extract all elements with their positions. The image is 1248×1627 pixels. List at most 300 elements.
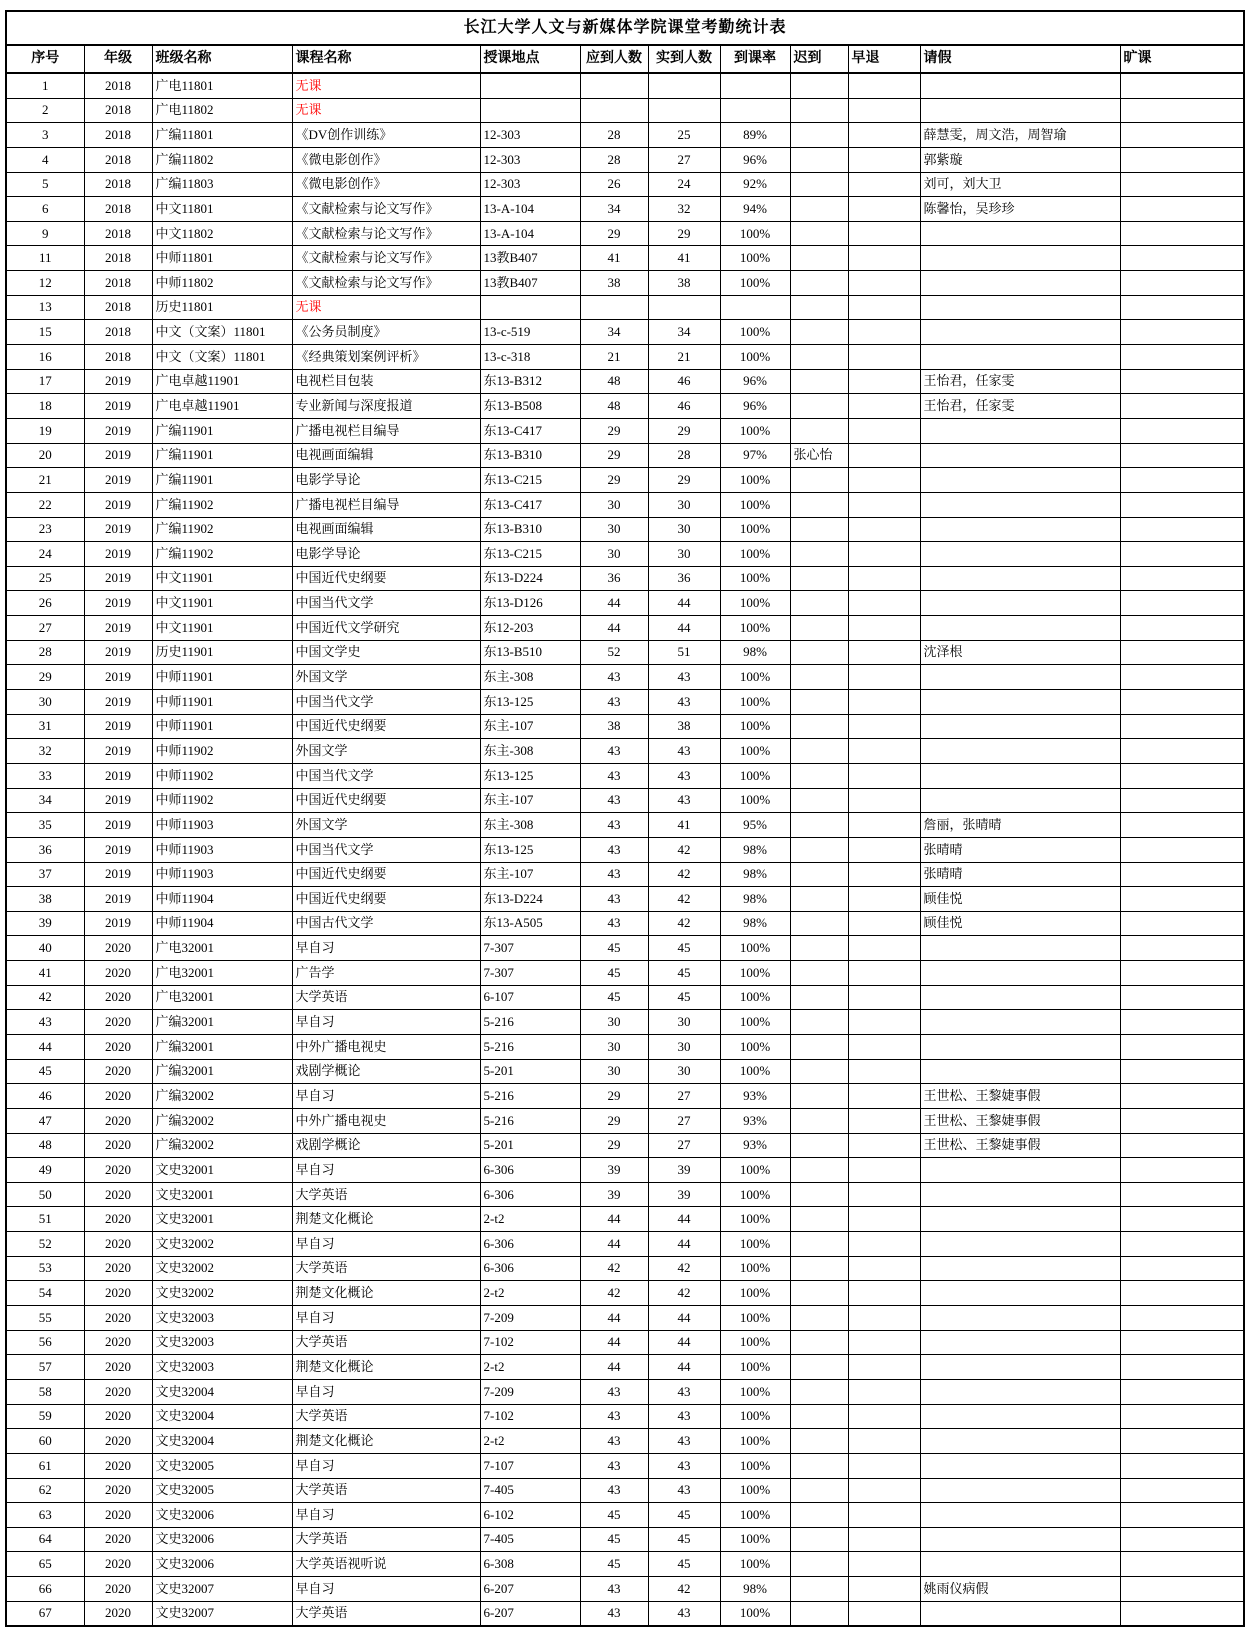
cell-col-expected-count: 43	[580, 862, 648, 887]
cell-col-early-leave	[848, 147, 920, 172]
cell-col-early-leave	[848, 985, 920, 1010]
cell-col-early-leave	[848, 73, 920, 98]
cell-col-course-name: 中国近代史纲要	[292, 887, 480, 912]
cell-col-expected-count: 38	[580, 271, 648, 296]
cell-col-grade: 2018	[84, 246, 152, 271]
table-row	[6, 246, 1244, 271]
cell-col-seq: 54	[6, 1281, 84, 1306]
cell-col-seq: 67	[6, 1601, 84, 1626]
column-header-col-early-leave: 早退	[848, 45, 920, 73]
cell-col-attendance-rate: 100%	[720, 246, 790, 271]
cell-col-attendance-rate: 93%	[720, 1108, 790, 1133]
cell-col-grade: 2020	[84, 1478, 152, 1503]
cell-col-absent	[1120, 418, 1244, 443]
cell-col-expected-count: 30	[580, 542, 648, 567]
cell-col-early-leave	[848, 788, 920, 813]
cell-col-course-name: 中国近代文学研究	[292, 616, 480, 641]
cell-col-attendance-rate: 93%	[720, 1084, 790, 1109]
page-title: 长江大学人文与新媒体学院课堂考勤统计表	[6, 11, 1244, 45]
cell-col-early-leave	[848, 1108, 920, 1133]
cell-col-expected-count: 43	[580, 1478, 648, 1503]
cell-col-late	[790, 542, 848, 567]
cell-col-class-name: 文史32003	[152, 1306, 292, 1331]
cell-col-grade: 2019	[84, 813, 152, 838]
cell-col-class-name: 广编32002	[152, 1133, 292, 1158]
cell-col-grade: 2020	[84, 1453, 152, 1478]
cell-col-class-name: 中师11902	[152, 788, 292, 813]
column-header-col-course-name: 课程名称	[292, 45, 480, 73]
cell-col-late	[790, 1453, 848, 1478]
cell-col-absent	[1120, 813, 1244, 838]
cell-col-late	[790, 985, 848, 1010]
cell-col-grade: 2020	[84, 1133, 152, 1158]
cell-col-absent	[1120, 1577, 1244, 1602]
cell-col-leave: 王世松、王黎婕事假	[920, 1084, 1120, 1109]
cell-col-course-name: 中国当代文学	[292, 591, 480, 616]
table-row	[6, 73, 1244, 98]
cell-col-course-name: 广播电视栏目编导	[292, 418, 480, 443]
cell-col-grade: 2018	[84, 221, 152, 246]
cell-col-expected-count: 44	[580, 1232, 648, 1257]
cell-col-absent	[1120, 665, 1244, 690]
cell-col-class-name: 中文11901	[152, 566, 292, 591]
cell-col-late	[790, 640, 848, 665]
cell-col-course-name: 大学英语	[292, 1404, 480, 1429]
cell-col-early-leave	[848, 517, 920, 542]
table-row	[6, 1379, 1244, 1404]
cell-col-early-leave	[848, 566, 920, 591]
cell-col-location: 6-308	[480, 1552, 580, 1577]
cell-col-absent	[1120, 147, 1244, 172]
table-row	[6, 887, 1244, 912]
cell-col-actual-count	[648, 98, 720, 123]
cell-col-course-name: 早自习	[292, 1010, 480, 1035]
cell-col-course-name: 荆楚文化概论	[292, 1355, 480, 1380]
cell-col-absent	[1120, 961, 1244, 986]
cell-col-late	[790, 1232, 848, 1257]
cell-col-leave	[920, 517, 1120, 542]
cell-col-grade: 2020	[84, 985, 152, 1010]
cell-col-actual-count: 43	[648, 763, 720, 788]
cell-col-leave: 郭紫璇	[920, 147, 1120, 172]
cell-col-leave	[920, 1330, 1120, 1355]
cell-col-late	[790, 690, 848, 715]
cell-col-class-name: 广电卓越11901	[152, 394, 292, 419]
cell-col-location: 7-307	[480, 961, 580, 986]
cell-col-expected-count: 44	[580, 1306, 648, 1331]
cell-col-leave	[920, 542, 1120, 567]
cell-col-attendance-rate: 100%	[720, 665, 790, 690]
cell-col-course-name: 《文献检索与论文写作》	[292, 246, 480, 271]
cell-col-leave	[920, 714, 1120, 739]
cell-col-location: 东13-C417	[480, 418, 580, 443]
cell-col-course-name: 广播电视栏目编导	[292, 492, 480, 517]
cell-col-class-name: 中文11802	[152, 221, 292, 246]
cell-col-grade: 2020	[84, 1010, 152, 1035]
cell-col-attendance-rate: 100%	[720, 1379, 790, 1404]
cell-col-seq: 40	[6, 936, 84, 961]
cell-col-late	[790, 862, 848, 887]
cell-col-seq: 43	[6, 1010, 84, 1035]
cell-col-seq: 34	[6, 788, 84, 813]
cell-col-seq: 9	[6, 221, 84, 246]
cell-col-course-name: 戏剧学概论	[292, 1059, 480, 1084]
cell-col-leave	[920, 1453, 1120, 1478]
cell-col-seq: 28	[6, 640, 84, 665]
cell-col-location	[480, 73, 580, 98]
table-row	[6, 1158, 1244, 1183]
cell-col-late	[790, 221, 848, 246]
table-row	[6, 147, 1244, 172]
cell-col-location: 东13-D224	[480, 887, 580, 912]
cell-col-grade: 2020	[84, 1306, 152, 1331]
cell-col-location: 7-405	[480, 1478, 580, 1503]
cell-col-absent	[1120, 640, 1244, 665]
cell-col-leave	[920, 788, 1120, 813]
cell-col-seq: 17	[6, 369, 84, 394]
cell-col-expected-count: 39	[580, 1182, 648, 1207]
cell-col-grade: 2020	[84, 1256, 152, 1281]
cell-col-location: 东13-B310	[480, 443, 580, 468]
cell-col-early-leave	[848, 862, 920, 887]
cell-col-attendance-rate: 100%	[720, 1306, 790, 1331]
cell-col-seq: 52	[6, 1232, 84, 1257]
cell-col-seq: 50	[6, 1182, 84, 1207]
cell-col-late	[790, 1306, 848, 1331]
cell-col-leave	[920, 468, 1120, 493]
cell-col-actual-count: 38	[648, 714, 720, 739]
table-row	[6, 1034, 1244, 1059]
table-row	[6, 1059, 1244, 1084]
cell-col-expected-count: 45	[580, 1552, 648, 1577]
cell-col-early-leave	[848, 665, 920, 690]
cell-col-location: 东主-308	[480, 739, 580, 764]
table-row	[6, 123, 1244, 148]
cell-col-early-leave	[848, 887, 920, 912]
cell-col-location: 6-306	[480, 1158, 580, 1183]
cell-col-grade: 2019	[84, 369, 152, 394]
cell-col-class-name: 广编32002	[152, 1084, 292, 1109]
cell-col-early-leave	[848, 197, 920, 222]
cell-col-absent	[1120, 197, 1244, 222]
cell-col-seq: 18	[6, 394, 84, 419]
cell-col-class-name: 文史32001	[152, 1207, 292, 1232]
table-row	[6, 690, 1244, 715]
cell-col-late	[790, 1108, 848, 1133]
cell-col-absent	[1120, 616, 1244, 641]
cell-col-course-name: 大学英语	[292, 1478, 480, 1503]
cell-col-seq: 39	[6, 911, 84, 936]
cell-col-location: 6-102	[480, 1503, 580, 1528]
cell-col-expected-count: 48	[580, 394, 648, 419]
cell-col-early-leave	[848, 1133, 920, 1158]
cell-col-expected-count: 43	[580, 1429, 648, 1454]
cell-col-grade: 2018	[84, 98, 152, 123]
cell-col-early-leave	[848, 1453, 920, 1478]
cell-col-actual-count: 45	[648, 985, 720, 1010]
cell-col-class-name: 广编11803	[152, 172, 292, 197]
cell-col-attendance-rate: 100%	[720, 1478, 790, 1503]
cell-col-course-name: 专业新闻与深度报道	[292, 394, 480, 419]
cell-col-late	[790, 197, 848, 222]
cell-col-location: 6-107	[480, 985, 580, 1010]
cell-col-actual-count: 30	[648, 517, 720, 542]
table-row	[6, 714, 1244, 739]
cell-col-location: 东13-B312	[480, 369, 580, 394]
cell-col-actual-count: 42	[648, 1281, 720, 1306]
cell-col-course-name: 大学英语	[292, 985, 480, 1010]
cell-col-late	[790, 788, 848, 813]
cell-col-actual-count: 30	[648, 492, 720, 517]
table-row	[6, 492, 1244, 517]
cell-col-grade: 2020	[84, 1601, 152, 1626]
cell-col-attendance-rate: 98%	[720, 1577, 790, 1602]
cell-col-attendance-rate: 97%	[720, 443, 790, 468]
cell-col-early-leave	[848, 763, 920, 788]
cell-col-early-leave	[848, 1355, 920, 1380]
cell-col-absent	[1120, 221, 1244, 246]
table-row	[6, 1527, 1244, 1552]
cell-col-leave	[920, 443, 1120, 468]
cell-col-location: 12-303	[480, 172, 580, 197]
cell-col-grade: 2019	[84, 665, 152, 690]
cell-col-absent	[1120, 1256, 1244, 1281]
cell-col-attendance-rate	[720, 98, 790, 123]
cell-col-actual-count: 29	[648, 418, 720, 443]
cell-col-expected-count	[580, 295, 648, 320]
cell-col-absent	[1120, 542, 1244, 567]
cell-col-expected-count: 41	[580, 246, 648, 271]
cell-col-expected-count: 43	[580, 690, 648, 715]
cell-col-course-name: 《公务员制度》	[292, 320, 480, 345]
cell-col-late	[790, 1182, 848, 1207]
cell-col-class-name: 广电卓越11901	[152, 369, 292, 394]
table-row	[6, 1503, 1244, 1528]
cell-col-actual-count: 46	[648, 394, 720, 419]
cell-col-course-name: 中国近代史纲要	[292, 714, 480, 739]
cell-col-late	[790, 1256, 848, 1281]
cell-col-attendance-rate: 93%	[720, 1133, 790, 1158]
cell-col-expected-count: 45	[580, 1503, 648, 1528]
cell-col-attendance-rate: 100%	[720, 1207, 790, 1232]
cell-col-early-leave	[848, 1182, 920, 1207]
table-row	[6, 961, 1244, 986]
cell-col-leave	[920, 1404, 1120, 1429]
cell-col-course-name: 电视栏目包装	[292, 369, 480, 394]
cell-col-late	[790, 394, 848, 419]
cell-col-actual-count: 44	[648, 1232, 720, 1257]
cell-col-expected-count: 43	[580, 1404, 648, 1429]
cell-col-actual-count: 42	[648, 1256, 720, 1281]
cell-col-class-name: 文史32001	[152, 1182, 292, 1207]
cell-col-course-name: 早自习	[292, 1379, 480, 1404]
cell-col-leave	[920, 73, 1120, 98]
cell-col-course-name: 中国当代文学	[292, 690, 480, 715]
cell-col-location: 7-209	[480, 1306, 580, 1331]
cell-col-class-name: 文史32003	[152, 1355, 292, 1380]
cell-col-leave	[920, 1034, 1120, 1059]
cell-col-location: 东13-D126	[480, 591, 580, 616]
cell-col-late	[790, 813, 848, 838]
cell-col-absent	[1120, 862, 1244, 887]
table-row	[6, 1133, 1244, 1158]
cell-col-attendance-rate: 100%	[720, 616, 790, 641]
cell-col-grade: 2019	[84, 616, 152, 641]
cell-col-early-leave	[848, 1503, 920, 1528]
table-row	[6, 369, 1244, 394]
cell-col-expected-count: 26	[580, 172, 648, 197]
cell-col-seq: 61	[6, 1453, 84, 1478]
cell-col-expected-count: 30	[580, 1010, 648, 1035]
cell-col-location: 7-209	[480, 1379, 580, 1404]
table-row	[6, 665, 1244, 690]
cell-col-late	[790, 1429, 848, 1454]
cell-col-early-leave	[848, 1158, 920, 1183]
table-row	[6, 394, 1244, 419]
cell-col-late	[790, 1379, 848, 1404]
cell-col-course-name: 早自习	[292, 936, 480, 961]
cell-col-location: 5-201	[480, 1059, 580, 1084]
cell-col-course-name: 荆楚文化概论	[292, 1281, 480, 1306]
cell-col-course-name: 《DV创作训练》	[292, 123, 480, 148]
cell-col-seq: 58	[6, 1379, 84, 1404]
cell-col-course-name: 中国古代文学	[292, 911, 480, 936]
cell-col-expected-count: 30	[580, 492, 648, 517]
table-row	[6, 517, 1244, 542]
cell-col-class-name: 中师11904	[152, 887, 292, 912]
cell-col-seq: 20	[6, 443, 84, 468]
table-row	[6, 271, 1244, 296]
cell-col-late	[790, 1158, 848, 1183]
cell-col-grade: 2020	[84, 1207, 152, 1232]
table-row	[6, 1207, 1244, 1232]
cell-col-expected-count: 34	[580, 197, 648, 222]
cell-col-leave: 沈泽根	[920, 640, 1120, 665]
cell-col-seq: 4	[6, 147, 84, 172]
cell-col-course-name: 早自习	[292, 1084, 480, 1109]
cell-col-course-name: 中国近代史纲要	[292, 862, 480, 887]
cell-col-grade: 2020	[84, 1503, 152, 1528]
cell-col-attendance-rate: 100%	[720, 345, 790, 370]
cell-col-location: 6-306	[480, 1182, 580, 1207]
table-row	[6, 418, 1244, 443]
cell-col-actual-count: 45	[648, 1503, 720, 1528]
cell-col-actual-count: 42	[648, 862, 720, 887]
cell-col-seq: 22	[6, 492, 84, 517]
cell-col-leave: 陈馨怡，吴珍珍	[920, 197, 1120, 222]
cell-col-leave	[920, 221, 1120, 246]
cell-col-leave	[920, 665, 1120, 690]
cell-col-grade: 2020	[84, 961, 152, 986]
cell-col-leave	[920, 763, 1120, 788]
cell-col-late	[790, 1601, 848, 1626]
cell-col-location: 6-207	[480, 1601, 580, 1626]
cell-col-class-name: 文史32006	[152, 1503, 292, 1528]
cell-col-seq: 53	[6, 1256, 84, 1281]
cell-col-course-name: 中国当代文学	[292, 763, 480, 788]
table-row	[6, 640, 1244, 665]
cell-col-leave	[920, 1552, 1120, 1577]
cell-col-late	[790, 1552, 848, 1577]
cell-col-grade: 2019	[84, 739, 152, 764]
cell-col-grade: 2019	[84, 837, 152, 862]
cell-col-attendance-rate	[720, 73, 790, 98]
column-header-col-actual-count: 实到人数	[648, 45, 720, 73]
cell-col-absent	[1120, 468, 1244, 493]
cell-col-class-name: 文史32003	[152, 1330, 292, 1355]
cell-col-class-name: 广编11901	[152, 443, 292, 468]
cell-col-late	[790, 1010, 848, 1035]
cell-col-absent	[1120, 1330, 1244, 1355]
cell-col-leave	[920, 1232, 1120, 1257]
cell-col-absent	[1120, 98, 1244, 123]
cell-col-early-leave	[848, 739, 920, 764]
cell-col-attendance-rate: 100%	[720, 468, 790, 493]
cell-col-attendance-rate: 100%	[720, 591, 790, 616]
cell-col-early-leave	[848, 813, 920, 838]
cell-col-grade: 2020	[84, 1108, 152, 1133]
cell-col-course-name: 大学英语	[292, 1527, 480, 1552]
cell-col-late	[790, 763, 848, 788]
cell-col-expected-count: 45	[580, 961, 648, 986]
cell-col-location: 5-201	[480, 1133, 580, 1158]
cell-col-leave	[920, 985, 1120, 1010]
cell-col-location: 东13-D224	[480, 566, 580, 591]
cell-col-early-leave	[848, 246, 920, 271]
cell-col-leave	[920, 1503, 1120, 1528]
cell-col-course-name: 广告学	[292, 961, 480, 986]
cell-col-leave: 王世松、王黎婕事假	[920, 1108, 1120, 1133]
cell-col-grade: 2019	[84, 690, 152, 715]
cell-col-expected-count: 29	[580, 1133, 648, 1158]
table-row	[6, 739, 1244, 764]
cell-col-actual-count: 27	[648, 1084, 720, 1109]
cell-col-absent	[1120, 271, 1244, 296]
cell-col-class-name: 广编32001	[152, 1010, 292, 1035]
cell-col-attendance-rate: 100%	[720, 566, 790, 591]
cell-col-class-name: 中师11801	[152, 246, 292, 271]
cell-col-course-name: 早自习	[292, 1306, 480, 1331]
cell-col-absent	[1120, 1034, 1244, 1059]
cell-col-late	[790, 616, 848, 641]
cell-col-expected-count: 43	[580, 1453, 648, 1478]
cell-col-absent	[1120, 1429, 1244, 1454]
cell-col-attendance-rate: 100%	[720, 221, 790, 246]
cell-col-location: 5-216	[480, 1010, 580, 1035]
cell-col-absent	[1120, 690, 1244, 715]
cell-col-early-leave	[848, 271, 920, 296]
cell-col-expected-count: 29	[580, 468, 648, 493]
cell-col-expected-count: 30	[580, 1034, 648, 1059]
table-row	[6, 911, 1244, 936]
cell-col-expected-count: 38	[580, 714, 648, 739]
cell-col-early-leave	[848, 911, 920, 936]
cell-col-late	[790, 1355, 848, 1380]
cell-col-grade: 2018	[84, 73, 152, 98]
cell-col-expected-count: 43	[580, 665, 648, 690]
column-header-col-location: 授课地点	[480, 45, 580, 73]
cell-col-seq: 62	[6, 1478, 84, 1503]
cell-col-attendance-rate: 100%	[720, 1158, 790, 1183]
cell-col-class-name: 文史32002	[152, 1256, 292, 1281]
cell-col-attendance-rate: 98%	[720, 640, 790, 665]
cell-col-class-name: 广编32001	[152, 1034, 292, 1059]
cell-col-late	[790, 936, 848, 961]
cell-col-grade: 2020	[84, 1084, 152, 1109]
cell-col-leave: 王怡君，任家雯	[920, 369, 1120, 394]
cell-col-early-leave	[848, 492, 920, 517]
cell-col-attendance-rate: 95%	[720, 813, 790, 838]
